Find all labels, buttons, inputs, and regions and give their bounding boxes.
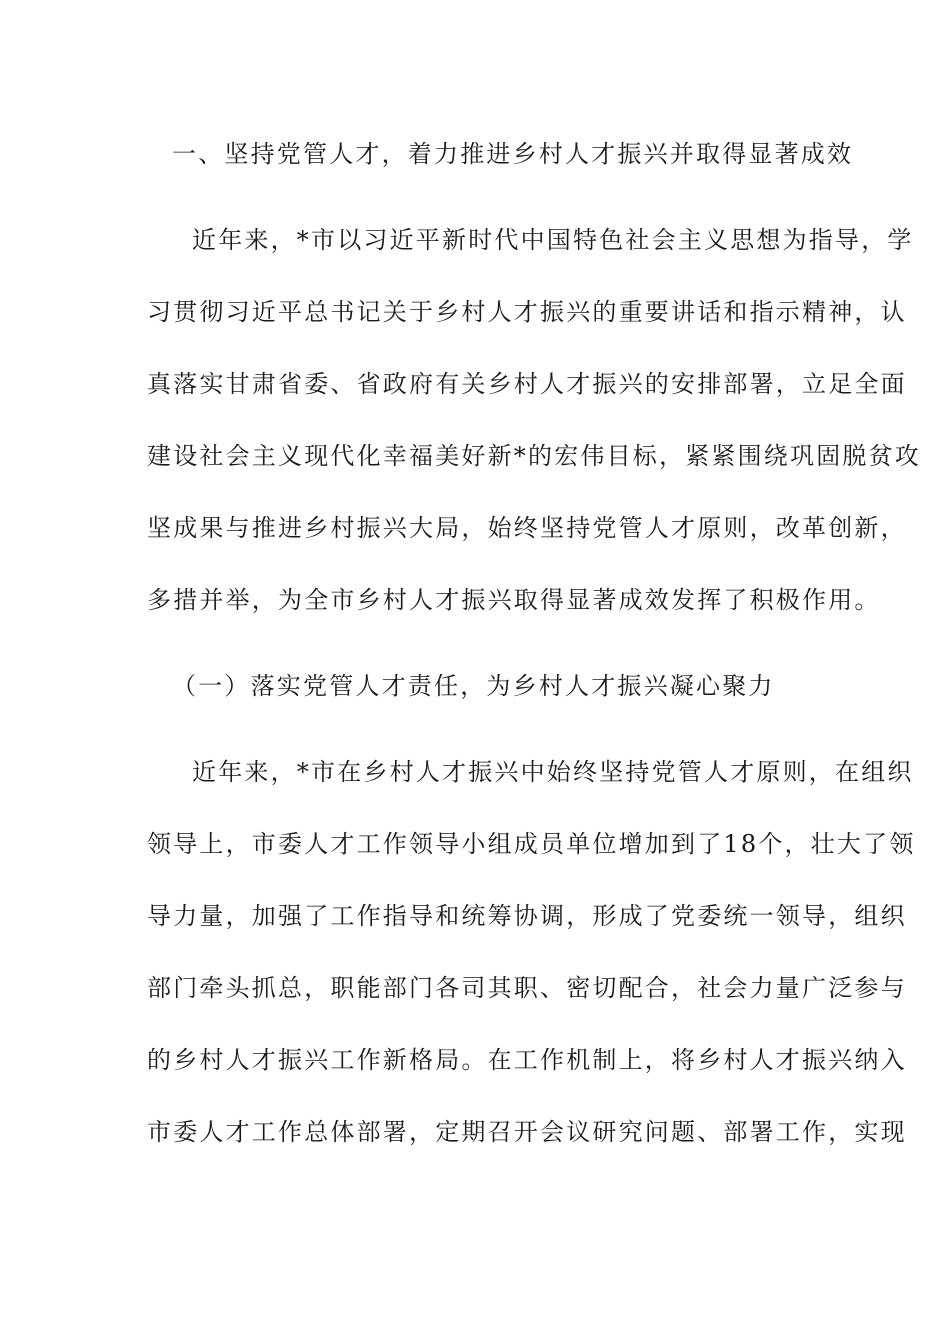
paragraph-line: 领导上，市委人才工作领导小组成员单位增加到了18个，壮大了领 <box>147 830 916 858</box>
paragraph-line: 部门牵头抓总，职能部门各司其职、密切配合，社会力量广泛参与 <box>147 974 907 1002</box>
paragraph-line: 真落实甘肃省委、省政府有关乡村人才振兴的安排部署，立足全面 <box>147 370 907 398</box>
paragraph-line: 习贯彻习近平总书记关于乡村人才振兴的重要讲话和指示精神，认 <box>147 298 907 326</box>
paragraph-line: 多措并举，为全市乡村人才振兴取得显著成效发挥了积极作用。 <box>147 586 881 614</box>
paragraph-line: 近年来，*市在乡村人才振兴中始终坚持党管人才原则，在组织 <box>192 758 914 786</box>
paragraph-line: 近年来，*市以习近平新时代中国特色社会主义思想为指导，学 <box>192 226 914 254</box>
section-heading-1: 一、坚持党管人才，着力推进乡村人才振兴并取得显著成效 <box>172 140 854 168</box>
paragraph-line: 导力量，加强了工作指导和统筹协调，形成了党委统一领导，组织 <box>147 902 907 930</box>
paragraph-line: 的乡村人才振兴工作新格局。在工作机制上，将乡村人才振兴纳入 <box>147 1046 907 1074</box>
paragraph-line: 市委人才工作总体部署，定期召开会议研究问题、部署工作，实现 <box>147 1118 907 1146</box>
paragraph-line: 坚成果与推进乡村振兴大局，始终坚持党管人才原则，改革创新， <box>147 514 907 542</box>
paragraph-line: 建设社会主义现代化幸福美好新*的宏伟目标，紧紧围绕巩固脱贫攻 <box>147 442 921 470</box>
section-heading-2: （一）落实党管人才责任，为乡村人才振兴凝心聚力 <box>172 672 775 700</box>
